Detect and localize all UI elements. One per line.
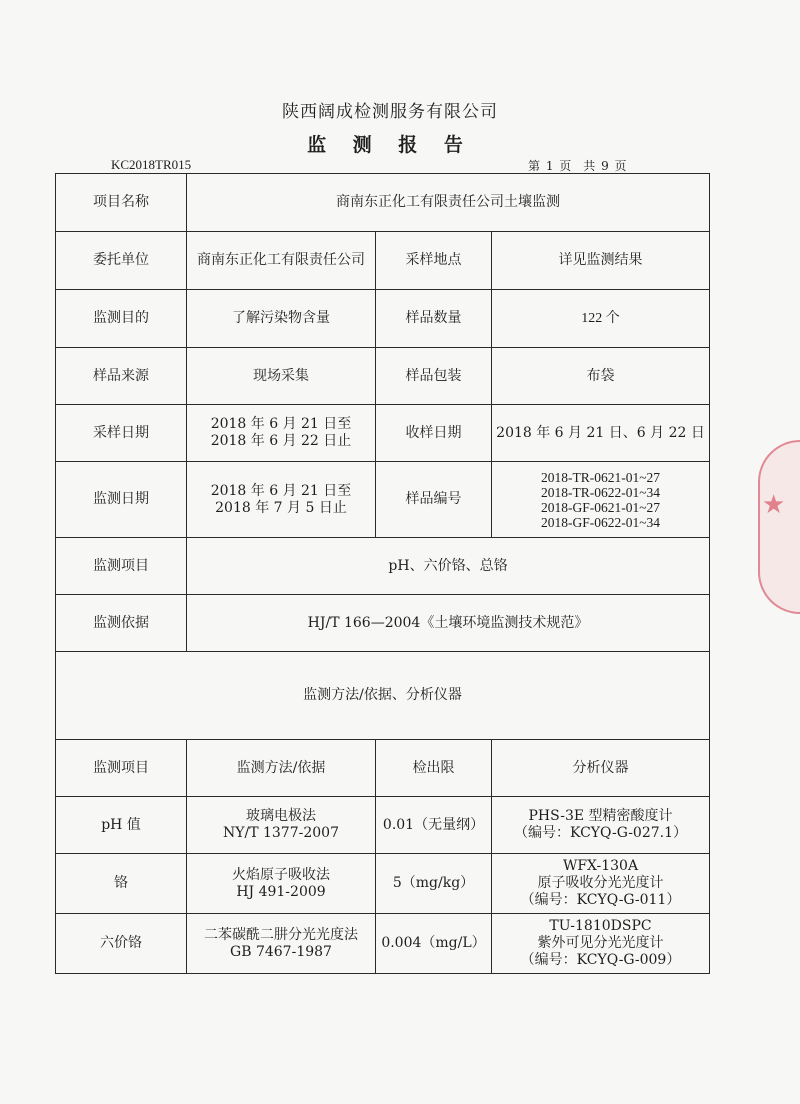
items-label: 监测项目 xyxy=(56,538,187,595)
column-header: 监测项目 xyxy=(56,740,187,797)
table-row xyxy=(56,462,710,538)
method-name: 二苯碳酰二肼分光光度法 xyxy=(204,926,358,943)
sampling-date-label: 采样日期 xyxy=(56,405,187,462)
company-name: 陕西阔成检测服务有限公司 xyxy=(282,102,498,122)
instrument-line: TU-1810DSPC xyxy=(549,918,652,934)
column-header: 检出限 xyxy=(376,740,492,797)
table-row xyxy=(56,652,710,740)
report-number: KC2018TR015 xyxy=(111,157,192,172)
instrument xyxy=(492,854,710,914)
methods-section-title: 监测方法/依据、分析仪器 xyxy=(56,652,710,740)
project-name-value: 商南东正化工有限责任公司土壤监测 xyxy=(187,174,710,232)
receive-date-label: 收样日期 xyxy=(376,405,492,462)
monitor-date-end: 2018 年 7 月 5 日止 xyxy=(215,499,347,516)
instrument-line: 紫外可见分光光度计 xyxy=(537,935,664,951)
instrument-line: （编号：KCYQ-G-011） xyxy=(520,892,681,908)
instrument-line: 原子吸收分光光度计 xyxy=(537,875,664,891)
method-name: 玻璃电极法 xyxy=(246,808,316,824)
method-standard: NY/T 1377-2007 xyxy=(223,825,339,841)
monitor-date-label: 监测日期 xyxy=(56,462,187,538)
table-row xyxy=(56,595,710,652)
instrument xyxy=(492,914,710,974)
column-header: 监测方法/依据 xyxy=(187,740,376,797)
sample-no-line: 2018-GF-0622-01~34 xyxy=(540,514,661,530)
instrument-line: （编号：KCYQ-G-027.1） xyxy=(514,825,688,841)
table-row xyxy=(56,290,710,348)
source-label: 样品来源 xyxy=(56,348,187,405)
page-indicator: 第 1 页 共 9 页 xyxy=(528,159,627,173)
instrument xyxy=(492,797,710,854)
method-standard: HJ 491-2009 xyxy=(236,883,326,900)
instrument-line: PHS-3E 型精密酸度计 xyxy=(528,808,673,824)
monitor-date-value xyxy=(187,462,376,538)
purpose-value: 了解污染物含量 xyxy=(187,290,376,348)
instrument-line: WFX-130A xyxy=(562,858,639,874)
basis-label: 监测依据 xyxy=(56,595,187,652)
table-row xyxy=(56,348,710,405)
table-row xyxy=(56,174,710,232)
method-item: 铬 xyxy=(56,854,187,914)
instrument-line: （编号：KCYQ-G-009） xyxy=(520,952,681,968)
methods-header-row xyxy=(56,740,710,797)
sampling-site-label: 采样地点 xyxy=(376,232,492,290)
seal-star-icon: ★ xyxy=(762,490,786,520)
method-standard: GB 7467-1987 xyxy=(230,943,332,960)
sampling-date-start: 2018 年 6 月 21 日至 xyxy=(210,416,352,432)
table-row xyxy=(56,538,710,595)
sample-no-label: 样品编号 xyxy=(376,462,492,538)
sampling-site-value: 详见监测结果 xyxy=(492,232,710,290)
method-basis xyxy=(187,797,376,854)
method-basis xyxy=(187,914,376,974)
method-name: 火焰原子吸收法 xyxy=(232,866,330,883)
red-seal-stamp xyxy=(758,440,800,614)
items-value: pH、六价铬、总铬 xyxy=(187,538,710,595)
sample-count-label: 样品数量 xyxy=(376,290,492,348)
table-row xyxy=(56,405,710,462)
method-row xyxy=(56,797,710,854)
packaging-label: 样品包装 xyxy=(376,348,492,405)
source-value: 现场采集 xyxy=(187,348,376,405)
sample-no-line: 2018-TR-0621-01~27 xyxy=(540,469,661,485)
sample-no-value xyxy=(492,462,710,538)
project-name-label: 项目名称 xyxy=(56,174,187,232)
method-item: pH 值 xyxy=(56,797,187,854)
monitor-date-start: 2018 年 6 月 21 日至 xyxy=(210,482,352,499)
detection-limit: 0.01（无量纲） xyxy=(376,797,492,854)
table-row xyxy=(56,232,710,290)
sampling-date-end: 2018 年 6 月 22 日止 xyxy=(210,433,352,449)
report-title: 监 测 报 告 xyxy=(307,134,473,156)
method-item: 六价铬 xyxy=(56,914,187,974)
sample-no-line: 2018-TR-0622-01~34 xyxy=(540,484,661,500)
sampling-date-value xyxy=(187,405,376,462)
client-label: 委托单位 xyxy=(56,232,187,290)
sample-count-value: 122 个 xyxy=(492,290,710,348)
sample-no-line: 2018-GF-0621-01~27 xyxy=(540,499,661,515)
purpose-label: 监测目的 xyxy=(56,290,187,348)
client-value: 商南东正化工有限责任公司 xyxy=(187,232,376,290)
detection-limit: 5（mg/kg） xyxy=(376,854,492,914)
method-row xyxy=(56,854,710,914)
receive-date-value: 2018 年 6 月 21 日、6 月 22 日 xyxy=(492,405,710,462)
report-table xyxy=(55,173,710,974)
basis-value: HJ/T 166—2004《土壤环境监测技术规范》 xyxy=(187,595,710,652)
detection-limit: 0.004（mg/L） xyxy=(376,914,492,974)
method-basis xyxy=(187,854,376,914)
method-row xyxy=(56,914,710,974)
packaging-value: 布袋 xyxy=(492,348,710,405)
column-header: 分析仪器 xyxy=(492,740,710,797)
